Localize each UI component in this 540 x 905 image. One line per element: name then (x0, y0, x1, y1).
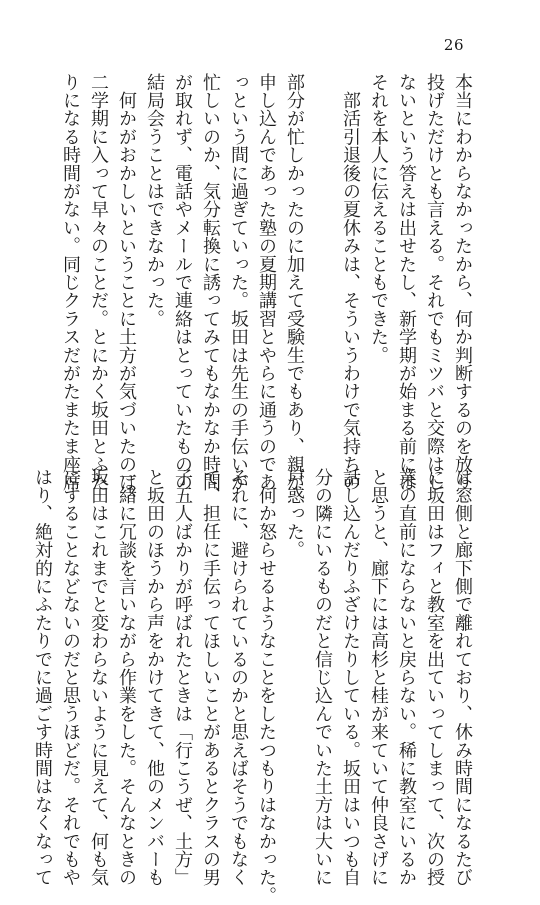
body-line: 部活引退後の夏休みは、そういうわけで気持ちの (340, 73, 361, 492)
body-line: 業の直前にならないと戻らない。稀に教室にいるか (396, 468, 417, 887)
body-line: 忙しいのか、気分転換に誘ってみてもなかなか時間 (200, 73, 221, 492)
body-line: にすることなどないのだと思うほどだ。それでもや (60, 468, 81, 887)
body-line: ないという答えは出せたし、新学期が始まる前には (396, 73, 417, 492)
body-line: 何か怒らせるようなことをしたつもりはなかった。 (256, 468, 277, 905)
lower-text-block (28, 468, 476, 905)
body-line: 申し込んであった塾の夏期講習とやらに通うのであ (256, 73, 277, 492)
body-line: 投げただけとも言える。それでもミツバと交際はし (424, 73, 445, 492)
body-line: 坂田はこれまでと変わらないように見えて、何も気 (88, 468, 109, 887)
body-line: 話し込んだりふざけたりしている。坂田はいつも自 (340, 468, 361, 887)
upper-text-block (56, 73, 476, 510)
body-line: と思うと、廊下には高杉と桂が来ていて仲良さげに (368, 468, 389, 887)
body-line: はり、絶対的にふたりでに過ごす時間はなくなって (32, 468, 53, 887)
body-line: 結局会うことはできなかった。 (144, 73, 165, 328)
body-line: りになる時間がない。同じクラスだがたまたま座席 (60, 73, 81, 492)
body-line: 子五人ばかりが呼ばれたときは「行こうぜ、土方」 (172, 468, 193, 887)
body-line: 本当にわからなかったから、何か判断するのを放り (452, 73, 473, 492)
body-line: 部分が忙しかったのに加えて受験生でもあり、親が (284, 73, 305, 492)
body-line: は窓側と廊下側で離れており、休み時間になるたび (452, 468, 473, 887)
body-line: 一緒に冗談を言いながら作業をした。そんなときの (116, 468, 137, 887)
body-line: 分の隣にいるものだと信じ込んでいた土方は大いに (312, 468, 333, 887)
body-line: て、担任に手伝ってほしいことがあるとクラスの男 (200, 468, 221, 887)
body-line: 二学期に入って早々のことだ。とにかく坂田とふた (88, 73, 109, 492)
body-line: が取れず、電話やメールで連絡はとっていたものの (172, 73, 193, 492)
body-line: 戸惑った。 (284, 468, 305, 559)
body-line: っという間に過ぎていった。坂田は先生の手伝いが (228, 73, 249, 492)
body-line: 何かがおかしいということに土方が気づいたのは、 (116, 73, 137, 510)
page-number: 26 (443, 36, 464, 54)
body-line: それに、避けられているのかと思えばそうでもなく (228, 468, 249, 887)
body-line: と坂田のほうから声をかけてきて、他のメンバーも (144, 468, 165, 887)
body-line: それを本人に伝えることもできた。 (368, 73, 389, 365)
body-line: に坂田はフィと教室を出ていってしまって、次の授 (424, 468, 445, 887)
